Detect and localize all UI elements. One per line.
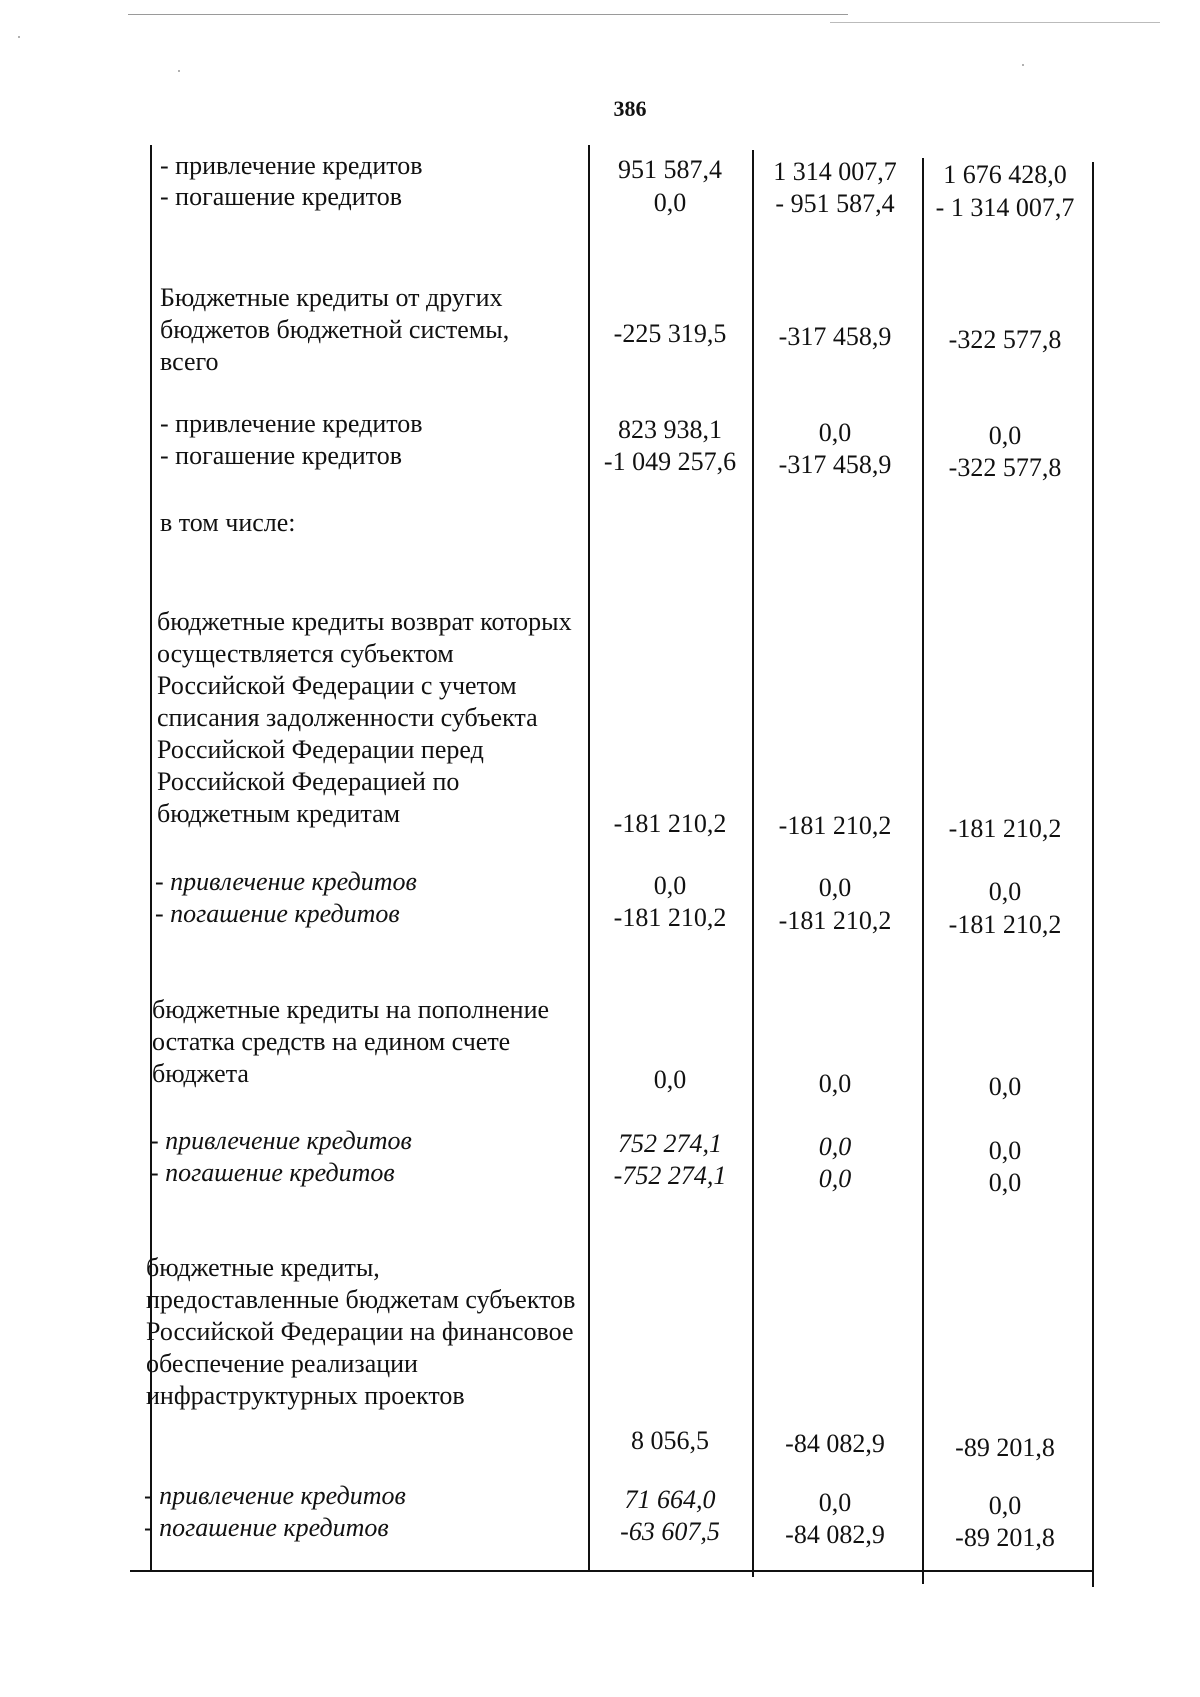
table-cell: -1 049 257,6 [603,447,737,476]
table-border-bottom [130,1570,1094,1572]
table-cell: -84 082,9 [785,1520,885,1549]
table-cell: 0,0 [818,1069,852,1098]
table-cell: 0,0 [988,1072,1022,1101]
table-cell: 0,0 [653,871,687,900]
table-row-label: бюджетные кредиты, предоставленные бюджетам субъектов Российской Федерации на финансовое обеспечение реализации инфраструктурных проектов [146,1253,576,1410]
scan-speck [1022,64,1024,66]
table-cell: 0,0 [988,1136,1022,1165]
table-cell: -317 458,9 [778,322,892,351]
table-row-label: - погашение кредитов [150,1158,395,1187]
table-row-label: в том числе: [160,508,296,537]
table-row-label: - привлечение кредитов [144,1481,406,1510]
table-row-label: - погашение кредитов [155,899,400,928]
table-cell: 0,0 [988,877,1022,906]
scan-speck [18,36,20,38]
table-cell: - 951 587,4 [775,189,895,218]
table-row-label: Бюджетные кредиты от других бюджетов бюджетной системы, всего [160,283,510,376]
table-row-label: - погашение кредитов [144,1513,389,1542]
table-cell: 1 676 428,0 [943,160,1067,189]
table-row-label: - погашение кредитов [160,182,402,211]
table-cell: 0,0 [818,873,852,902]
table-row-label: - привлечение кредитов [160,409,423,438]
table-cell: 0,0 [988,421,1022,450]
table-cell: 823 938,1 [618,415,722,444]
table-cell: 0,0 [653,188,687,217]
column-divider [922,158,924,1584]
table-row-label: бюджетные кредиты возврат которых осуществляется субъектом Российской Федерации с учетом списания задолженности субъекта Российской Федерации перед Российской Федерацией по бюджетным кредитам [157,607,572,828]
table-row-label: - привлечение кредитов [155,867,417,896]
table-cell: 0,0 [818,1164,852,1193]
table-cell: 8 056,5 [631,1426,709,1455]
table-row-label: - привлечение кредитов [150,1126,412,1155]
table-cell: - 1 314 007,7 [935,193,1075,222]
table-cell: -89 201,8 [955,1433,1055,1462]
table-cell: -181 210,2 [778,906,892,935]
table-cell: -181 210,2 [948,910,1062,939]
table-cell: -752 274,1 [613,1161,727,1190]
table-cell: -89 201,8 [955,1523,1055,1552]
table-row-label: бюджетные кредиты на пополнение остатка средств на едином счете бюджета [152,995,550,1088]
table-cell: 0,0 [818,1488,852,1517]
table-row-label: - привлечение кредитов [160,151,423,180]
table-cell: -84 082,9 [785,1429,885,1458]
table-cell: -322 577,8 [948,325,1062,354]
table-cell: 0,0 [818,418,852,447]
scan-edge-line [128,14,848,15]
table-row-label: - погашение кредитов [160,441,402,470]
table-cell: 0,0 [988,1491,1022,1520]
table-border-right [1092,162,1094,1587]
table-cell: 0,0 [988,1168,1022,1197]
table-cell: 0,0 [653,1065,687,1094]
page-number: 386 [613,96,647,121]
scan-speck [178,70,180,72]
scan-edge-line [830,22,1160,23]
table-cell: 71 664,0 [624,1485,716,1514]
table-cell: -181 210,2 [613,809,727,838]
table-cell: -181 210,2 [948,814,1062,843]
column-divider [588,145,590,1570]
table-cell: 0,0 [818,1132,852,1161]
table-cell: -63 607,5 [620,1517,720,1546]
table-cell: -225 319,5 [613,319,727,348]
table-cell: 752 274,1 [618,1129,722,1158]
table-cell: -181 210,2 [613,903,727,932]
table-cell: -322 577,8 [948,453,1062,482]
table-cell: -181 210,2 [778,811,892,840]
table-cell: 951 587,4 [618,155,722,184]
table-cell: -317 458,9 [778,450,892,479]
table-cell: 1 314 007,7 [773,157,897,186]
column-divider [752,150,754,1577]
